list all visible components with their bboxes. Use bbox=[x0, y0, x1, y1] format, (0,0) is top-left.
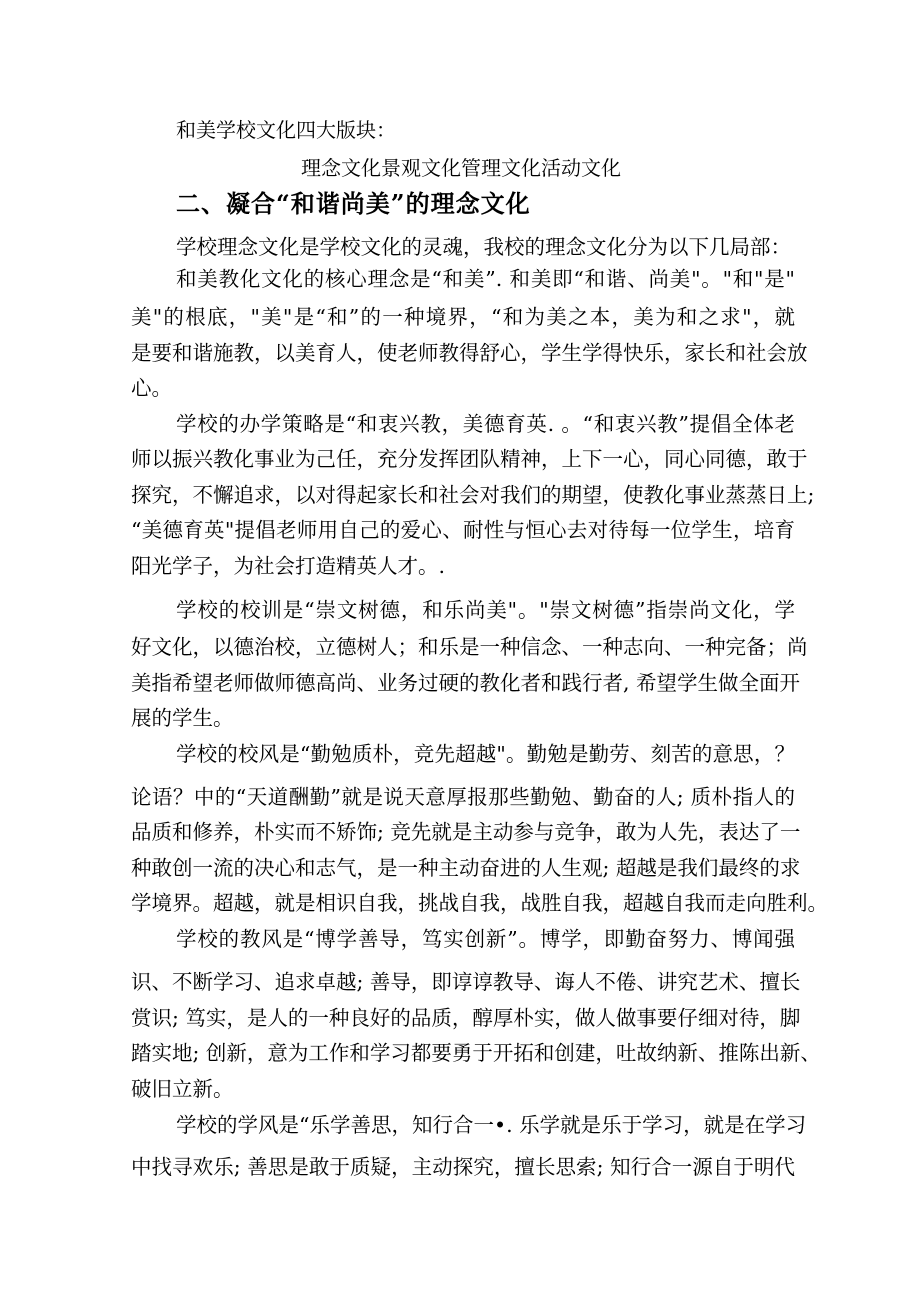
paragraph-line: 中找寻欢乐; 善思是敢于质疑，主动探究，擅长思索; 知行合一源自于明代 bbox=[131, 1155, 795, 1179]
paragraph-line: 破旧立新。 bbox=[131, 1077, 234, 1101]
paragraph-line: 学境界。超越，就是相识自我，挑战自我，战胜自我，超越自我而走向胜利。 bbox=[131, 891, 828, 915]
paragraph-line: 学校的教风是“博学善导，笃实创新”。博学，即勤奋努力、博闻强 bbox=[176, 927, 795, 951]
paragraph-line: 论语？中的“天道酬勤”就是说天意厚报那些勤勉、勤奋的人; 质朴指人的 bbox=[131, 785, 795, 809]
paragraph-line: 探究，不懈追求，以对得起家长和社会对我们的期望，使教化事业蒸蒸日上; bbox=[131, 483, 815, 507]
paragraph-line: 学校的学风是“乐学善思，知行合一•. 乐学就是乐于学习，就是在学习 bbox=[176, 1113, 807, 1137]
paragraph-line: 展的学生。 bbox=[131, 706, 234, 730]
section-heading: 二、凝合“和谐尚美”的理念文化 bbox=[176, 189, 531, 218]
paragraph-line: 美"的根底，"美"是“和”的一种境界，“和为美之本，美为和之求"，就 bbox=[131, 305, 795, 329]
paragraph-line: 美指希望老师做师德高尚、业务过硬的教化者和践行者, 希望学生做全面开 bbox=[131, 671, 801, 695]
paragraph-line: “美德育英"提倡老师用自己的爱心、耐性与恒心去对待每一位学生，培育 bbox=[131, 518, 795, 542]
paragraph-line: 学校的校风是“勤勉质朴，竞先超越"。勤勉是勤劳、刻苦的意思，？ bbox=[176, 742, 795, 766]
paragraph-line: 心。 bbox=[131, 376, 172, 400]
paragraph-line: 好文化，以德治校，立德树人；和乐是一种信念、一种志向、一种完备；尚 bbox=[131, 635, 808, 659]
paragraph-line: 和美教化文化的核心理念是“和美”. 和美即“和谐、尚美"。"和"是" bbox=[176, 267, 795, 291]
paragraph-line: 师以振兴教化事业为己任，充分发挥团队精神，上下一心，同心同德，敢于 bbox=[131, 447, 808, 471]
paragraph-line: 是要和谐施教，以美育人，使老师教得舒心，学生学得快乐，家长和社会放 bbox=[131, 341, 808, 365]
paragraph-line: 阳光学子，为社会打造精英人才。. bbox=[131, 554, 446, 578]
paragraph-line: 学校理念文化是学校文化的灵魂，我校的理念文化分为以下几局部： bbox=[176, 235, 791, 259]
paragraph-line: 种敢创一流的决心和志气，是一种主动奋进的人生观; 超越是我们最终的求 bbox=[131, 856, 801, 880]
paragraph-line: 踏实地; 创新，意为工作和学习都要勇于开拓和创建，吐故纳新、推陈出新、 bbox=[131, 1041, 821, 1065]
paragraph-line: 学校的办学策略是“和衷兴教，美德育英. 。“和衷兴教”提倡全体老 bbox=[176, 412, 795, 436]
paragraph-line: 品质和修养，朴实而不矫饰; 竞先就是主动参与竞争，敢为人先，表达了一 bbox=[131, 820, 801, 844]
culture-blocks-line: 理念文化景观文化管理文化活动文化 bbox=[301, 156, 621, 180]
paragraph-line: 学校的校训是“崇文树德，和乐尚美"。"崇文树德”指崇尚文化，学 bbox=[176, 598, 795, 622]
paragraph-line: 赏识; 笃实，是人的一种良好的品质，醇厚朴实，做人做事要仔细对待，脚 bbox=[131, 1006, 801, 1030]
intro-line: 和美学校文化四大版块： bbox=[176, 118, 396, 142]
paragraph-line: 识、不断学习、追求卓越; 善导，即谆谆教导、诲人不倦、讲究艺术、擅长 bbox=[131, 970, 801, 994]
